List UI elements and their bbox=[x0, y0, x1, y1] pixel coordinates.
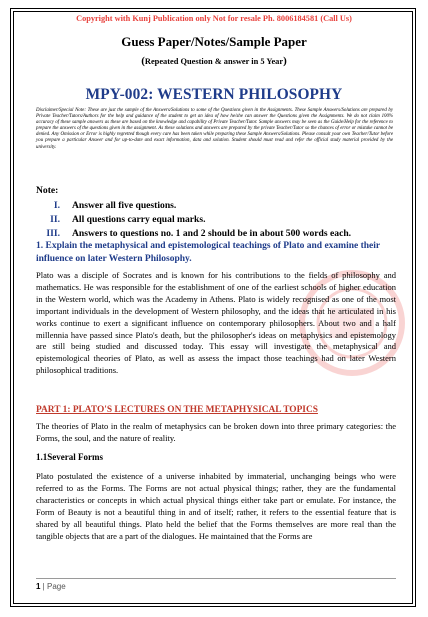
answer-paragraph-intro: Plato was a disciple of Socrates and is known for his contributions to the fields of philosophy and mathematics. He was responsible for the establishment of one of the earliest schools of higher education in the Western world, which was the Academy in Athens. Plato is widely recognised as one of the most important individuals in the development of Western philosophy, and the ideas that he articulated in his works continue to exert a significant influence on contemporary philosophers. About two and a half millennia have passed since Plato's death, but the philosopher's ideas on metaphysics and epistemology are still being studied and discussed today. This essay will investigate the metaphysical and epistemological theories of Plato, as well as assess the impact those teachings had on later Western philosophical traditions. bbox=[36, 270, 396, 376]
note-item-number: I. bbox=[53, 200, 60, 211]
note-item-text: All questions carry equal marks. bbox=[72, 214, 206, 225]
question-1-heading: 1. Explain the metaphysical and epistemological teachings of Plato and examine their influence on later Western Philosophy. bbox=[36, 241, 380, 264]
note-item-number: II. bbox=[50, 214, 60, 225]
disclaimer-text: Disclaimer/Special Note: These are just the sample of the Answers/Solutions to some of the Questions given in the Assignments. These Sample Answers/Solutions are prepared by Private Teacher/Tutors/Authors for the help and guidance of the student to get an idea of how he/she can answer the Questions given the Assignments. We do not claim 100% accuracy of these sample answers as these are based on the knowledge and capability of Private Teacher/Tutor. Sample answers may be seen as the Guide/Help for the reference to prepare the answers of the questions given in the assignment. As these solutions and answers are prepared by the private Teacher/Tutor so the chances of error or mistake cannot be denied. Any Omission or Error is highly regretted though every care has been taken while preparing these Sample Answers/Solutions. Please consult your own Teacher/Tutor before you prepare a particular Answer and for up-to-date and exact information, data and solution. Student should must read and refer the official study material provided by the university. bbox=[36, 108, 393, 150]
part-1-heading: PART 1: PLATO'S LECTURES ON THE METAPHYSICAL TOPICS bbox=[36, 405, 318, 415]
note-item-text: Answer all five questions. bbox=[72, 200, 177, 211]
note-list bbox=[36, 200, 396, 242]
document-subtitle bbox=[0, 55, 428, 67]
note-item-number: III. bbox=[46, 228, 60, 239]
copyright-notice: Copyright with Kunj Publication only Not for resale Ph. 8006184581 (Call Us) bbox=[76, 14, 352, 23]
page-number: 1 bbox=[36, 582, 41, 591]
note-item bbox=[36, 214, 396, 228]
answer-paragraph-categories: The theories of Plato in the realm of metaphysics can be broken down into three primary categories: the Forms, the soul, and the nature of reality. bbox=[36, 421, 396, 443]
note-item-text: Answers to questions no. 1 and 2 should be in about 500 words each. bbox=[72, 228, 352, 239]
subtitle-text: Repeated Question & answer in 5 Year bbox=[144, 57, 284, 66]
document-title: Guess Paper/Notes/Sample Paper bbox=[121, 34, 307, 49]
note-item bbox=[36, 200, 396, 214]
page-footer bbox=[36, 582, 66, 591]
subtitle-close-paren: ) bbox=[283, 55, 287, 67]
footer-divider bbox=[36, 578, 396, 579]
subtitle-open-paren: ( bbox=[141, 55, 145, 67]
section-1-1-heading: 1.1Several Forms bbox=[36, 452, 103, 462]
page-separator: | bbox=[40, 582, 47, 591]
course-title: MPY-002: WESTERN PHILOSOPHY bbox=[85, 86, 343, 103]
page-label: Page bbox=[46, 582, 66, 591]
note-label: Note: bbox=[36, 185, 59, 196]
answer-paragraph-forms: Plato postulated the existence of a universe inhabited by immaterial, unchanging beings who were referred to as the Forms. The Forms are not actual physical things; rather, they are the fundamental characteristics or concepts in which actual physical things either take part or emulate. For instance, the Form of Beauty is not a beautiful thing in and of itself; rather, it refers to the essential feature that is shared by all beautiful things. Plato held the belief that the Forms themselves are more real than the tangible objects that are a part of the dialogues. He maintained that the Forms are bbox=[36, 471, 396, 541]
